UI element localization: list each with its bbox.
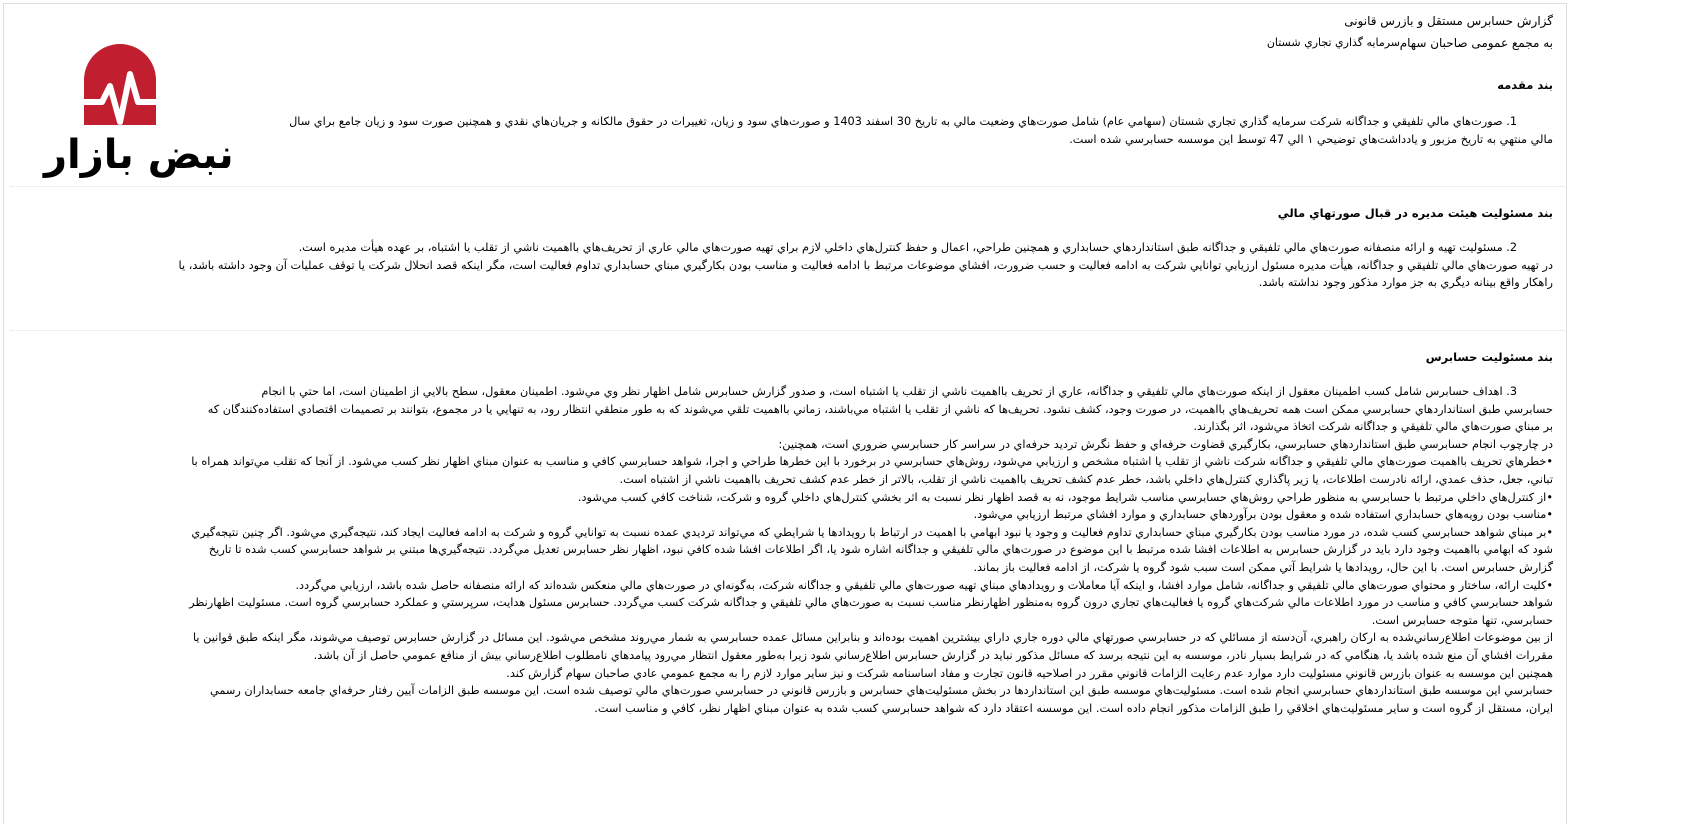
paragraph-line: حسابرسي، تنها متوجه حسابرس است.	[1371, 613, 1553, 627]
section-auditor-responsibility-body	[189, 383, 1553, 717]
section-heading-board-responsibility: بند مسئوليت هيئت مديره در قبال صورتهاي مالي	[1277, 206, 1553, 220]
paragraph-line: 3. اهداف حسابرس شامل کسب اطمينان معقول از اينکه صورت‌هاي مالي تلفيقي و جداگانه، عاري از تحريف بااهميت ناشي از تقلب يا اشتباه است، و صدور گزارش حسابرس شامل اظهار نظر وي مي‌شود. اطمينان معقول، سطح بالايي از اطمينان است، اما حتي با انجام	[261, 385, 1517, 398]
paragraph-line: راهکار واقع بينانه ديگري به جز موارد مذکور وجود نداشته باشد.	[1258, 276, 1553, 290]
paragraph-line: مالي منتهي به تاريخ مزبور و يادداشت‌هاي توضيحي ۱ الي 47 توسط اين موسسه حسابرسي شده است.	[1069, 132, 1553, 146]
paragraph-line: •از کنترل‌هاي داخلي مرتبط با حسابرسي به منظور طراحي روش‌هاي حسابرسي مناسب شرايط موجود، نه به قصد اظهار نظر نسبت به اثر بخشي کنترل‌هاي داخلي گروه و شرکت، شناخت کافي کسب مي‌شود.	[577, 490, 1553, 504]
paragraph-line: شود که ابهامي بااهميت وجود دارد بايد در گزارش حسابرس به اطلاعات افشا شده مرتبط با اين موضوع در صورت‌هاي مالي تلفيقي و جداگانه اشاره شود يا، اگر اطلاعات افشا شده کافي نبود، اظهار نظر حسابرس تعديل مي‌گردد. نتيجه‌گيري‌ها مبتني بر شواهد حسابرسي کسب شده تا تاريخ	[208, 543, 1553, 557]
paragraph-line: 2. مسئوليت تهيه و ارائه منصفانه صورت‌هاي مالي تلفيقي و جداگانه طبق استانداردهاي حسابداري و همچنين طراحي، اعمال و حفظ کنترل‌هاي داخلي لازم براي تهيه صورت‌هاي مالي عاري از تحريف‌هاي بااهميت ناشي از تقلب يا اشتباه، بر عهده هيأت مديره است.	[298, 241, 1517, 254]
logo-text: نبض بازار	[44, 132, 234, 178]
section-introduction-body	[289, 113, 1553, 148]
paragraph-line: بر مبناي صورت‌هاي مالي تلفيقي و جداگانه شرکت اتخاذ مي‌شود، اثر بگذارند.	[1193, 420, 1553, 434]
section-board-responsibility-body	[179, 239, 1553, 292]
section-divider	[10, 330, 1565, 331]
paragraph-line: تباني، جعل، حذف عمدي، ارائه نادرست اطلاعات، يا زير پاگذاري کنترل‌هاي داخلي باشد، خطر عدم کشف تحريف بااهميت ناشي از تقلب، بالاتر از خطر عدم کشف تحريف بااهميت ناشي از اشتباه است.	[619, 472, 1553, 486]
paragraph-line: •خطرهاي تحريف بااهميت صورت‌هاي مالي تلفيقي و جداگانه شرکت ناشي از تقلب يا اشتباه مشخص و ارزيابي مي‌شود، روش‌هاي حسابرسي در برخورد با اين خطرها طراحي و اجرا، شواهد حسابرسي کافي و مناسب به عنوان مبناي اظهار نظر کسب مي‌شود. از آنجا که تقلب مي‌تواند همراه با	[191, 455, 1553, 469]
paragraph-line: •کليت ارائه، ساختار و محتواي صورت‌هاي مالي تلفيقي و جداگانه، شامل موارد افشا، و اينکه آيا معاملات و رويدادهاي مبناي تهيه صورت‌هاي مالي تلفيقي و جداگانه شرکت، به‌گونه‌اي در صورت‌هاي مالي منعکس شده‌اند که ارائه منصفانه حاصل شده باشد، ارزيابي مي‌گردد.	[295, 578, 1553, 592]
paragraph-line: •بر مبناي شواهد حسابرسي کسب شده، در مورد مناسب بودن بکارگيري مبناي حسابداري تداوم فعاليت و وجود يا نبود ابهامي با اهميت در ارتباط با رويدادها يا شرايطي که مي‌تواند ترديدي عمده نسبت به توانايي گروه و شرکت به ادامه فعاليت ايجاد کند، نتيجه‌گيري مي‌شود. اگر چنين نتيجه‌گيري	[191, 525, 1553, 539]
paragraph-line: 1. صورت‌هاي مالي تلفيقي و جداگانه شرکت سرمايه گذاري تجاري شستان (سهامي عام) شامل صورت‌هاي وضعيت مالي به تاريخ 30 اسفند 1403 و صورت‌هاي سود و زيان، تغييرات در حقوق مالکانه و جريان‌هاي نقدي و همچنين صورت سود و زيان جامع براي سال	[289, 115, 1517, 128]
paragraph-line: حسابرسي اين موسسه طبق استانداردهاي حسابرسي انجام شده است. مسئوليت‌هاي موسسه طبق اين استانداردها در بخش مسئوليت‌هاي حسابرس و بازرس قانوني در حسابرسي صورت‌هاي مالي توصيف شده است. اين موسسه طبق الزامات آيين رفتار حرفه‌اي جامعه حسابداران رسمي	[209, 684, 1553, 698]
paragraph-line: از بين موضوعات اطلاع‌رساني‌شده به ارکان راهبري، آن‌دسته از مسائلي که در حسابرسي صورتهاي مالي دوره جاري داراي بيشترين اهميت بوده‌اند و بنابراين مسائل عمده حسابرسي به شمار مي‌روند مشخص مي‌شود. اين مسائل در گزارش حسابرس توصيف مي‌شوند، مگر اينکه طبق قوانين يا	[192, 631, 1553, 645]
section-heading-introduction: بند مقدمه	[1497, 78, 1553, 92]
paragraph-line: مقررات افشاي آن منع شده باشد يا، هنگامي که در شرايط بسيار نادر، موسسه به اين نتيجه برسد که مسائل مذکور نبايد در گزارش حسابرس اطلاع‌رساني شود زيرا به‌طور معقول انتظار مي‌رود پيامدهاي نامطلوب اطلاع‌رساني بيش از منافع عمومي حاصل از آن باشد.	[313, 648, 1553, 662]
company-name: سرمايه گذاري تجاري شستان	[1266, 36, 1400, 49]
paragraph-line: همچنين اين موسسه به عنوان بازرس قانوني مسئوليت دارد موارد عدم رعايت الزامات قانوني مقرر در اصلاحيه قانون تجارت و مفاد اساسنامه شرکت و نيز ساير موارد لازم را به مجمع عمومي عادي صاحبان سهام گزارش کند.	[506, 666, 1553, 680]
paragraph-line: •مناسب بودن رويه‌هاي حسابداري استفاده شده و معقول بودن برآوردهاي حسابداري و موارد افشاي مرتبط ارزيابي مي‌شود.	[973, 508, 1553, 522]
paragraph-line: حسابرسي طبق استانداردهاي حسابرسي ممکن است همه تحريف‌هاي بااهميت، در صورت وجود، کشف نشود. تحريف‌ها که ناشي از تقلب يا اشتباه مي‌باشند، زماني بااهميت تلقي مي‌شوند که به طور منطقي انتظار رود، به تنهايي يا در مجموع، بتوانند بر تصميمات اقتصادي استفاده‌کنندگان که	[207, 402, 1553, 416]
section-heading-auditor-responsibility: بند مسئوليت حسابرس	[1425, 350, 1553, 364]
section-divider	[10, 186, 1565, 187]
paragraph-line: ايران، مستقل از گروه است و ساير مسئوليت‌هاي اخلاقي را طبق الزامات مذکور انجام داده است. اين موسسه اعتقاد دارد که شواهد حسابرسي کسب شده به عنوان مبناي اظهار نظر، کافي و مناسب است.	[594, 701, 1553, 715]
report-title: گزارش حسابرس مستقل و بازرس قانونی	[1344, 14, 1553, 28]
paragraph-line: در تهيه صورت‌هاي مالي تلفيقي و جداگانه، هيأت مديره مسئول ارزيابي توانايي شرکت به ادامه فعاليت و حسب ضرورت، افشاي موضوعات مرتبط با ادامه فعاليت و مناسب بودن بکارگيري مبناي حسابداري تداوم فعاليت است، مگر اينکه قصد انحلال شرکت يا توقف عمليات آن وجود داشته باشد، يا	[178, 258, 1553, 272]
report-addressee: به مجمع عمومی صاحبان سهام	[1399, 36, 1553, 50]
paragraph-line: گزارش حسابرس است. با اين حال، رويدادها يا شرايط آتي ممکن است سبب شود گروه يا شرکت، از ادامه فعاليت باز بماند.	[973, 560, 1553, 574]
paragraph-line: شواهد حسابرسي کافي و مناسب در مورد اطلاعات مالي شرکت‌هاي گروه يا فعاليت‌هاي تجاري درون گروه به‌منظور اظهارنظر مناسب نسبت به صورت‌هاي مالي تلفيقي و جداگانه شرکت کسب مي‌گردد. حسابرس مسئول هدايت، سرپرستي و عملکرد حسابرسي گروه است. مسئوليت اظهارنظر	[189, 596, 1553, 610]
paragraph-line: در چارچوب انجام حسابرسي طبق استانداردهاي حسابرسي، بکارگيري قضاوت حرفه‌اي و حفظ نگرش ترديد حرفه‌اي در سراسر کار حسابرسي ضروري است، همچنين:	[778, 437, 1553, 451]
